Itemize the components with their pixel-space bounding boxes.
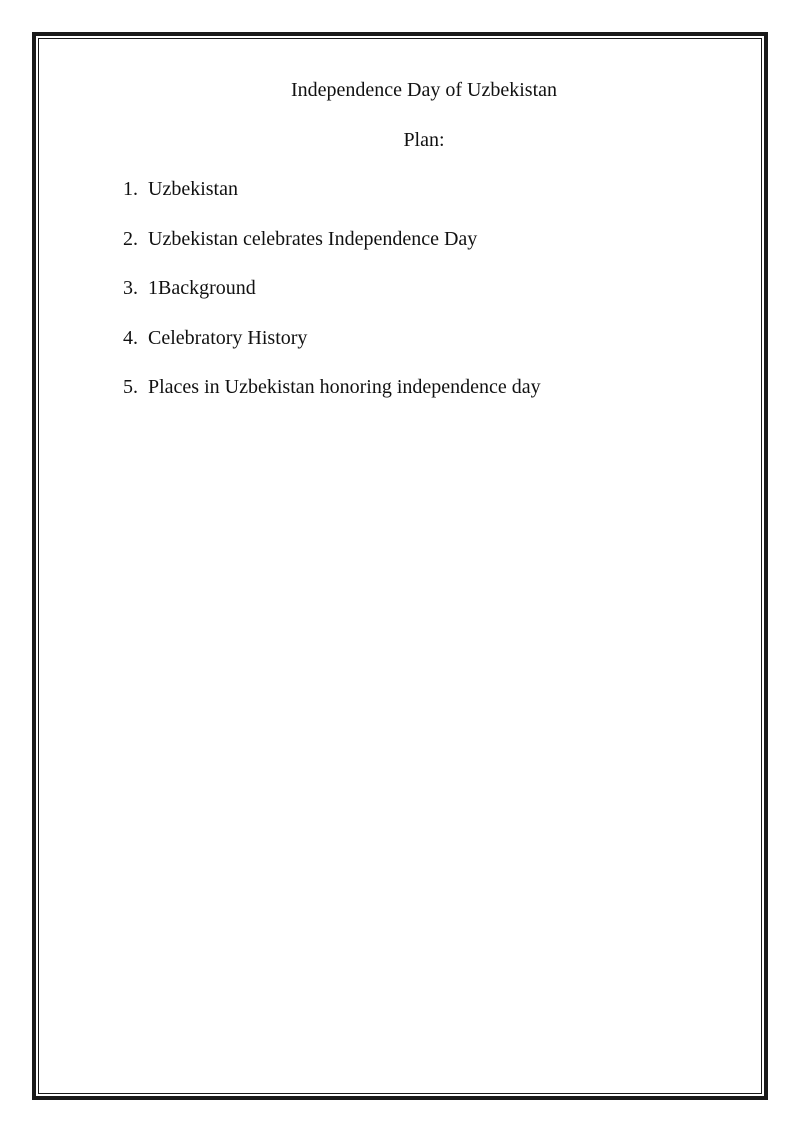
plan-item-3 xyxy=(123,274,541,302)
plan-item-number: 2. xyxy=(123,227,138,250)
plan-item-text: Uzbekistan celebrates Independence Day xyxy=(148,227,478,250)
plan-item-text: 1Background xyxy=(148,277,256,299)
plan-heading: Plan: xyxy=(403,129,445,151)
document-title: Independence Day of Uzbekistan xyxy=(291,79,557,101)
plan-item-4 xyxy=(123,324,541,352)
plan-item-number: 1. xyxy=(123,178,138,200)
plan-item-number: 5. xyxy=(123,376,138,398)
plan-list xyxy=(123,175,541,423)
plan-item-5 xyxy=(123,373,541,401)
plan-item-number: 3. xyxy=(123,277,138,299)
plan-item-text: Uzbekistan xyxy=(148,178,238,200)
plan-item-text: Celebratory History xyxy=(148,326,308,349)
plan-item-1 xyxy=(123,175,541,203)
plan-item-2 xyxy=(123,225,541,253)
plan-item-number: 4. xyxy=(123,326,138,349)
plan-item-text: Places in Uzbekistan honoring independence day xyxy=(148,376,541,398)
